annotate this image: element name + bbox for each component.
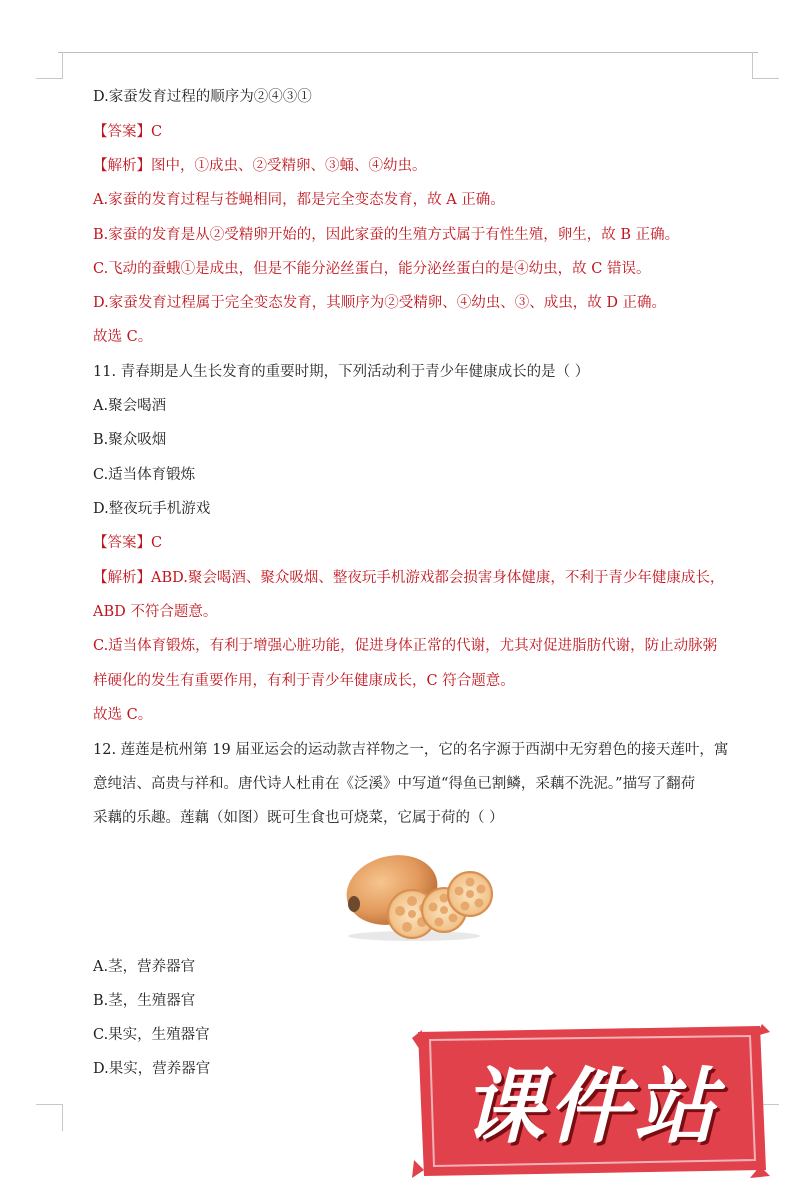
option-d-q10: D.家蚕发育过程的顺序为②④③① <box>93 89 312 105</box>
header-rule <box>58 52 758 53</box>
analysis-line: D.家蚕发育过程属于完全变态发育，其顺序为②受精卵、④幼虫、③、成虫，故 D 正确。 <box>93 295 667 311</box>
answer-value: C <box>151 535 163 551</box>
answer-tag: 【答案】 <box>93 535 151 551</box>
analysis-line: C.适当体育锻炼，有利于增强心脏功能，促进身体正常的代谢，尤其对促进脂肪代谢，防止动脉粥 <box>93 638 718 654</box>
option-c-q11: C.适当体育锻炼 <box>93 467 196 483</box>
answer-tag: 【答案】 <box>93 124 151 140</box>
analysis-line: ABD 不符合题意。 <box>93 604 218 620</box>
conclusion-q10: 故选 C。 <box>93 329 153 345</box>
corner-mark-bottom-left <box>36 1104 63 1131</box>
analysis-text: 图中，①成虫、②受精卵、③蛹、④幼虫。 <box>151 158 427 174</box>
answer-value: C <box>151 124 163 140</box>
analysis-line: C.飞动的蚕蛾①是成虫，但是不能分泌丝蛋白，能分泌丝蛋白的是④幼虫，故 C 错误。 <box>93 261 651 277</box>
question-12-cont: 意纯洁、高贵与祥和。唐代诗人杜甫在《泛溪》中写道“得鱼已割鳞，采藕不洗泥。”描写了翻荷 <box>93 776 696 792</box>
option-a-q12: A.茎，营养器官 <box>93 959 196 975</box>
watermark-stamp <box>410 1020 772 1180</box>
answer-q11 <box>93 533 763 553</box>
stamp-text: 课件站 <box>462 1059 720 1155</box>
analysis-text: ABD.聚会喝酒、聚众吸烟、整夜玩手机游戏都会损害身体健康，不利于青少年健康成长， <box>151 570 725 586</box>
analysis-q11 <box>93 568 763 588</box>
option-b-q11: B.聚众吸烟 <box>93 432 167 448</box>
question-12-cont: 采藕的乐趣。莲藕（如图）既可生食也可烧菜，它属于荷的（ ） <box>93 810 504 826</box>
analysis-line: 样硬化的发生有重要作用，有利于青少年健康成长，C 符合题意。 <box>93 673 515 689</box>
option-d-q11: D.整夜玩手机游戏 <box>93 501 211 517</box>
option-c-q12: C.果实，生殖器官 <box>93 1027 210 1043</box>
analysis-tag: 【解析】 <box>93 158 151 174</box>
lotus-root-image <box>340 846 500 942</box>
option-d-q12: D.果实，营养器官 <box>93 1061 211 1077</box>
option-b-q12: B.茎，生殖器官 <box>93 993 196 1009</box>
corner-mark-top-right <box>752 52 779 79</box>
analysis-line: B.家蚕的发育是从②受精卵开始的，因此家蚕的生殖方式属于有性生殖，卵生，故 B 正确。 <box>93 227 680 243</box>
question-12: 12. 莲莲是杭州第 19 届亚运会的运动款吉祥物之一，它的名字源于西湖中无穷碧色的接天莲叶，寓 <box>93 742 729 758</box>
answer-q10 <box>93 122 763 142</box>
analysis-tag: 【解析】 <box>93 570 151 586</box>
conclusion-q11: 故选 C。 <box>93 707 153 723</box>
question-11: 11. 青春期是人生长发育的重要时期，下列活动利于青少年健康成长的是（ ） <box>93 364 590 380</box>
corner-mark-top-left <box>36 52 63 79</box>
analysis-q10 <box>93 156 763 176</box>
analysis-line: A.家蚕的发育过程与苍蝇相同，都是完全变态发育，故 A 正确。 <box>93 192 505 208</box>
option-a-q11: A.聚会喝酒 <box>93 398 167 414</box>
